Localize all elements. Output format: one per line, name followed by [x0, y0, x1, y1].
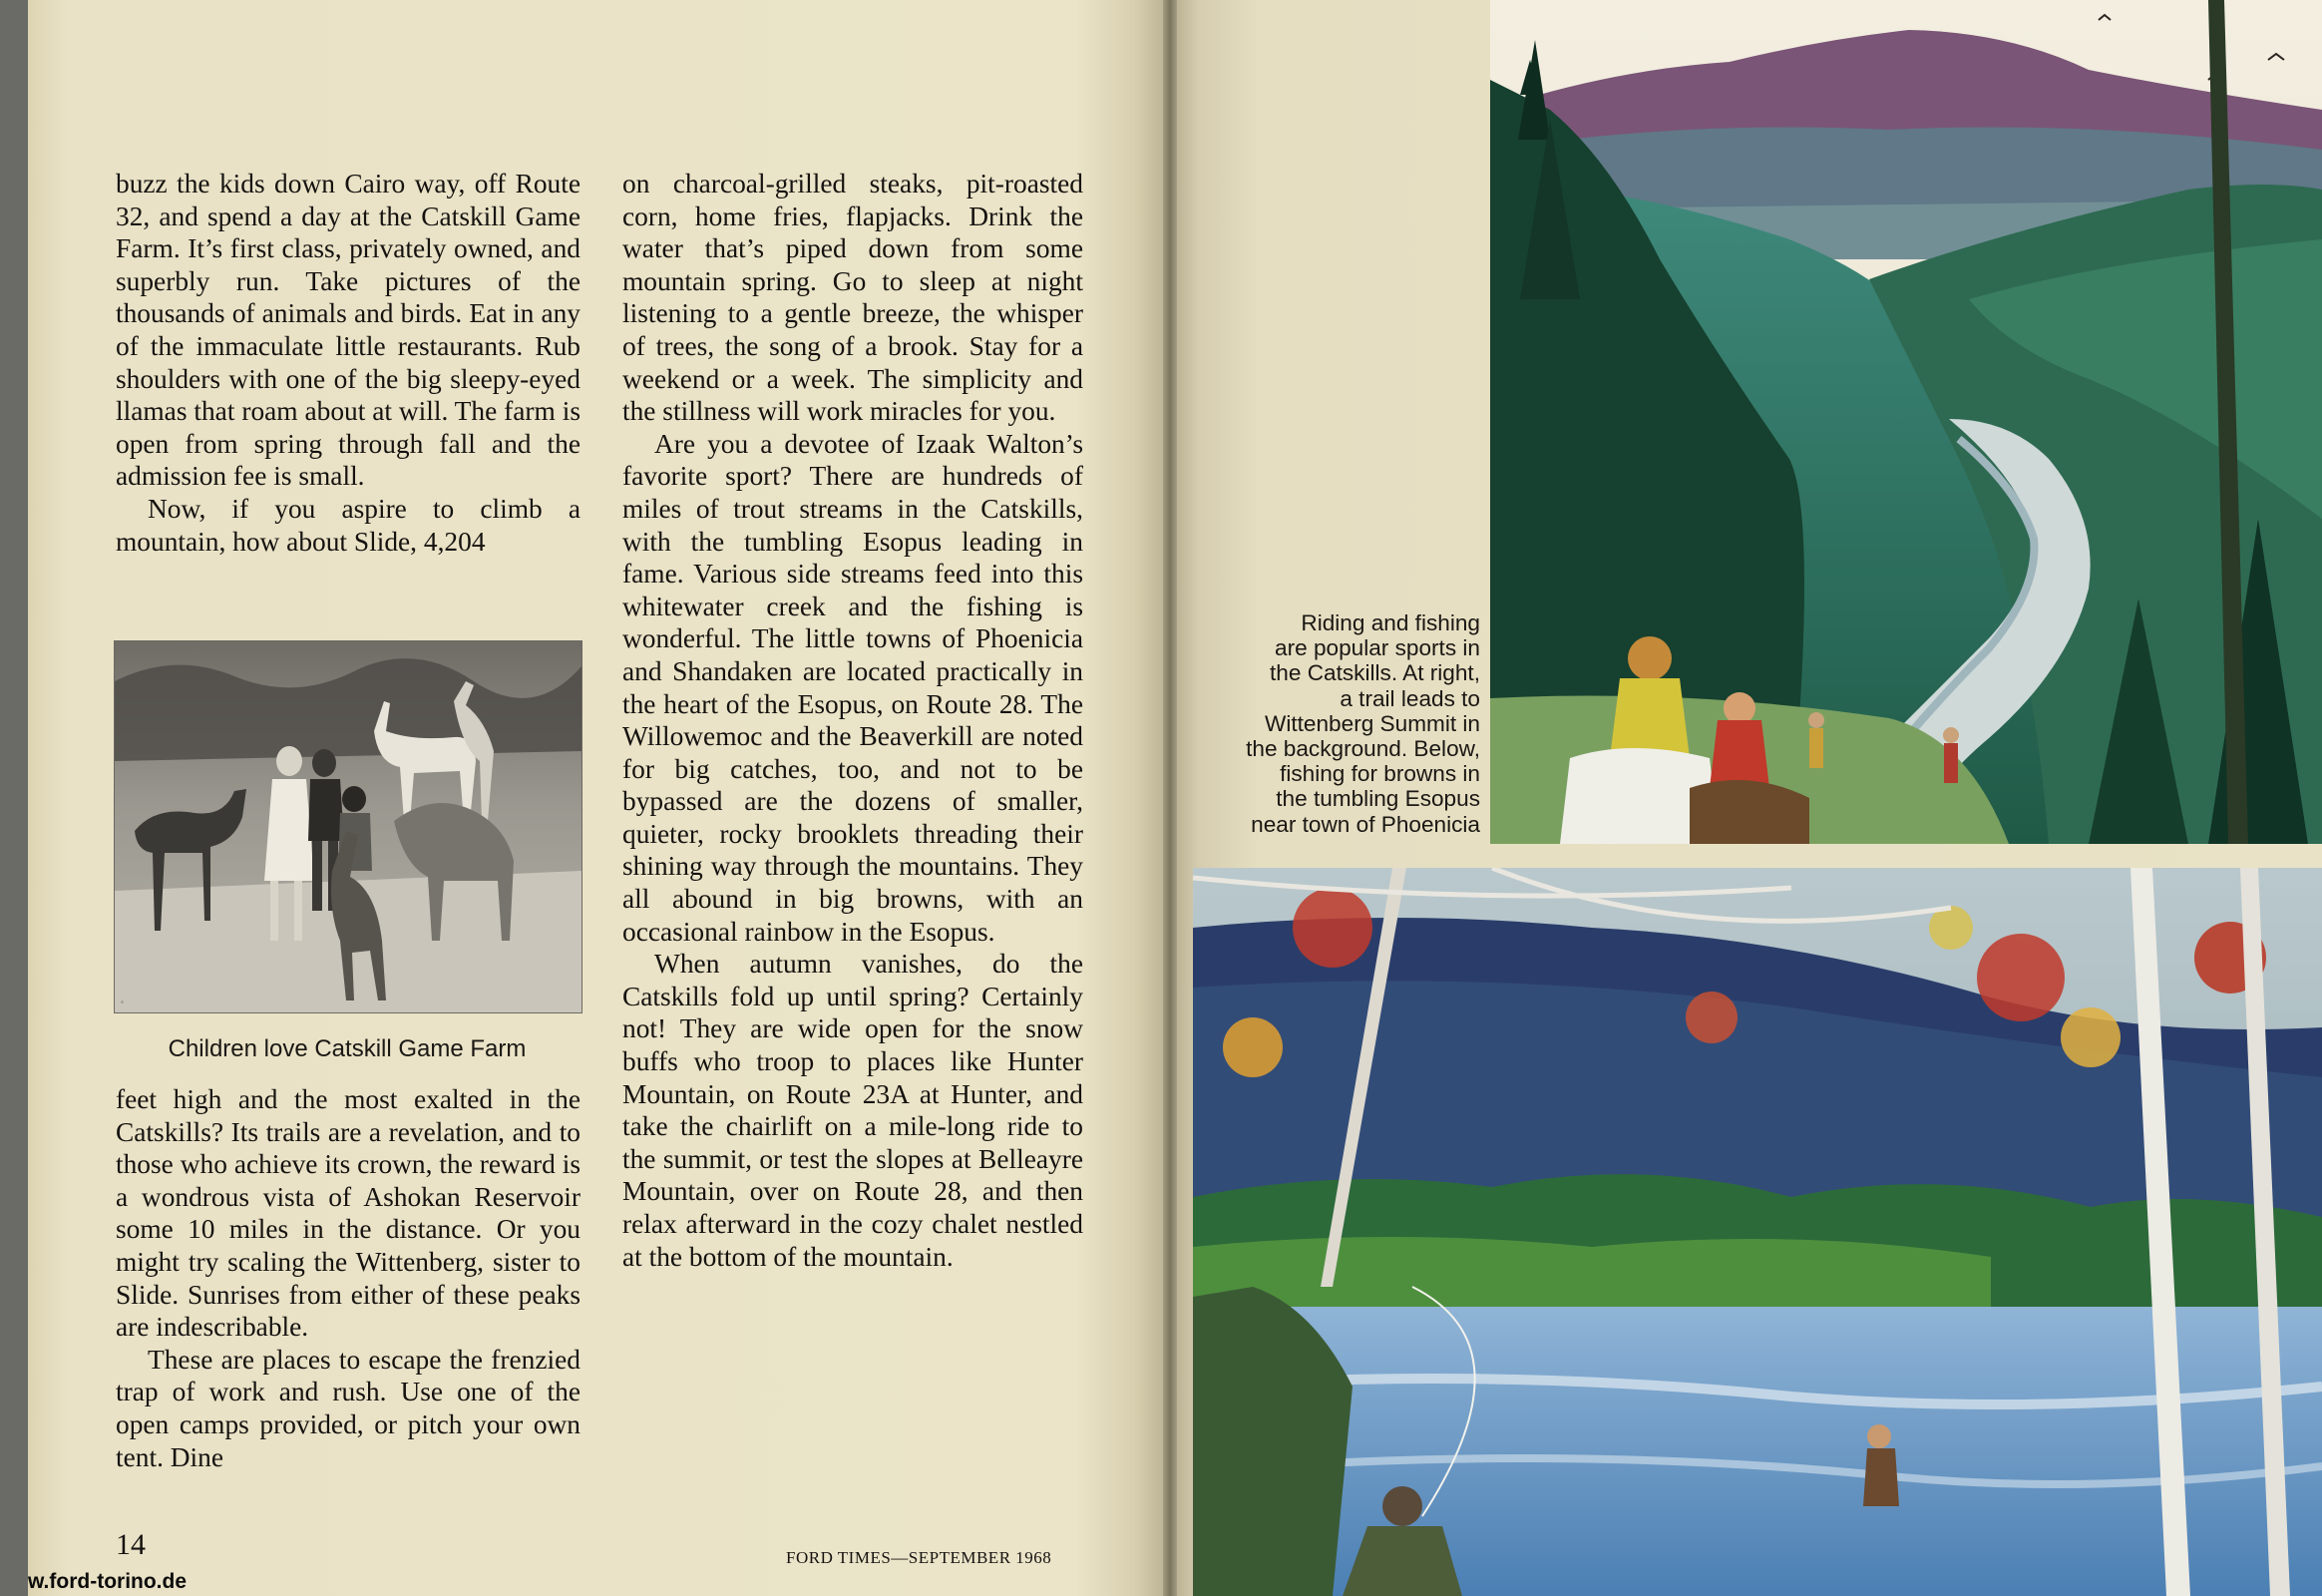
caption-line: near town of Phoenicia: [1251, 811, 1480, 837]
book-spine: [1163, 0, 1177, 1596]
page-number: 14: [116, 1528, 146, 1561]
painting-caption: [1197, 610, 1480, 837]
paragraph: feet high and the most exalted in the Catskills? Its trails are a revelation, and to those who achieve its crown, the reward is a wondrous vista of Ashokan Reservoir some 10 miles in the distance. Or you might try scaling the Wittenberg, sister to Slide. Sunrises from either of these peaks are indescribable.: [116, 1084, 580, 1343]
paragraph: These are places to escape the frenzied trap of work and rush. Use one of the open camps provided, or pitch your own tent. Dine: [116, 1344, 580, 1472]
paragraph: Now, if you aspire to climb a mountain, how about Slide, 4,204: [116, 493, 580, 557]
caption-line: are popular sports in: [1275, 635, 1480, 661]
running-footer: FORD TIMES—SEPTEMBER 1968: [786, 1548, 1052, 1567]
paragraph: buzz the kids down Cairo way, off Route 32, and spend a day at the Catskill Game Farm. It’s first class, privately owned, and superbly run. Take pictures of the thousands of animals and birds. Eat in any of the immaculate little restaurants. Rub shoulders with one of the big sleepy-eyed llamas that roam about at will. The farm is open from spring through fall and the admission fee is small.: [116, 169, 580, 492]
caption-line: the background. Below,: [1246, 736, 1480, 762]
caption-line: a trail leads to: [1340, 685, 1480, 711]
watermark-text: w.ford-torino.de: [28, 1570, 188, 1593]
text-column-left-top: [116, 168, 580, 558]
fishing-esopus-painting: [1193, 868, 2322, 1596]
text-column-left-bottom: [116, 1083, 580, 1473]
riding-trail-painting: [1490, 0, 2322, 844]
text-column-right: [622, 168, 1083, 1273]
paragraph: on charcoal-grilled steaks, pit-roasted corn, home fries, flapjacks. Drink the water that’s piped down from some mountain spring. Go to sleep at night listening to a gentle breeze, the whisper of trees, the song of a brook. Stay for a weekend or a week. The simplicity and the stillness will work miracles for you.: [622, 169, 1083, 427]
caption-line: the tumbling Esopus: [1276, 786, 1480, 812]
caption-line: Riding and fishing: [1301, 610, 1480, 635]
game-farm-illustration: [114, 640, 582, 1013]
paragraph: When autumn vanishes, do the Catskills fold up until spring? Certainly not! They are wide open for the snow buffs who troop to places like Hunter Mountain, on Route 23A at Hunter, and take the chairlift on a mile-long ride to the summit, or test the slopes at Belleayre Mountain, over on Route 28, and then relax afterward in the cozy chalet nestled at the bottom of the mountain.: [622, 949, 1083, 1272]
caption-line: Wittenberg Summit in: [1265, 710, 1480, 736]
caption-line: fishing for browns in: [1280, 761, 1480, 787]
illustration-caption: Children love Catskill Game Farm: [168, 1035, 527, 1062]
svg-text:◦: ◦: [121, 998, 124, 1006]
caption-line: the Catskills. At right,: [1270, 660, 1480, 686]
paragraph: Are you a devotee of Izaak Walton’s favorite sport? There are hundreds of miles of trout streams in the Catskills, with the tumbling Esopus leading in fame. Various side streams feed into this whitewater creek and the fishing is wonderful. The little towns of Phoenicia and Shandaken are located practically in the heart of the Esopus, on Route 28. The Willowemoc and the Beaverkill are noted for big catches, too, and not to be bypassed are the dozens of smaller, quieter, rocky brooklets threading their shining way through the mountains. They all abound in big browns, with an occasional rainbow in the Esopus.: [622, 428, 1083, 947]
